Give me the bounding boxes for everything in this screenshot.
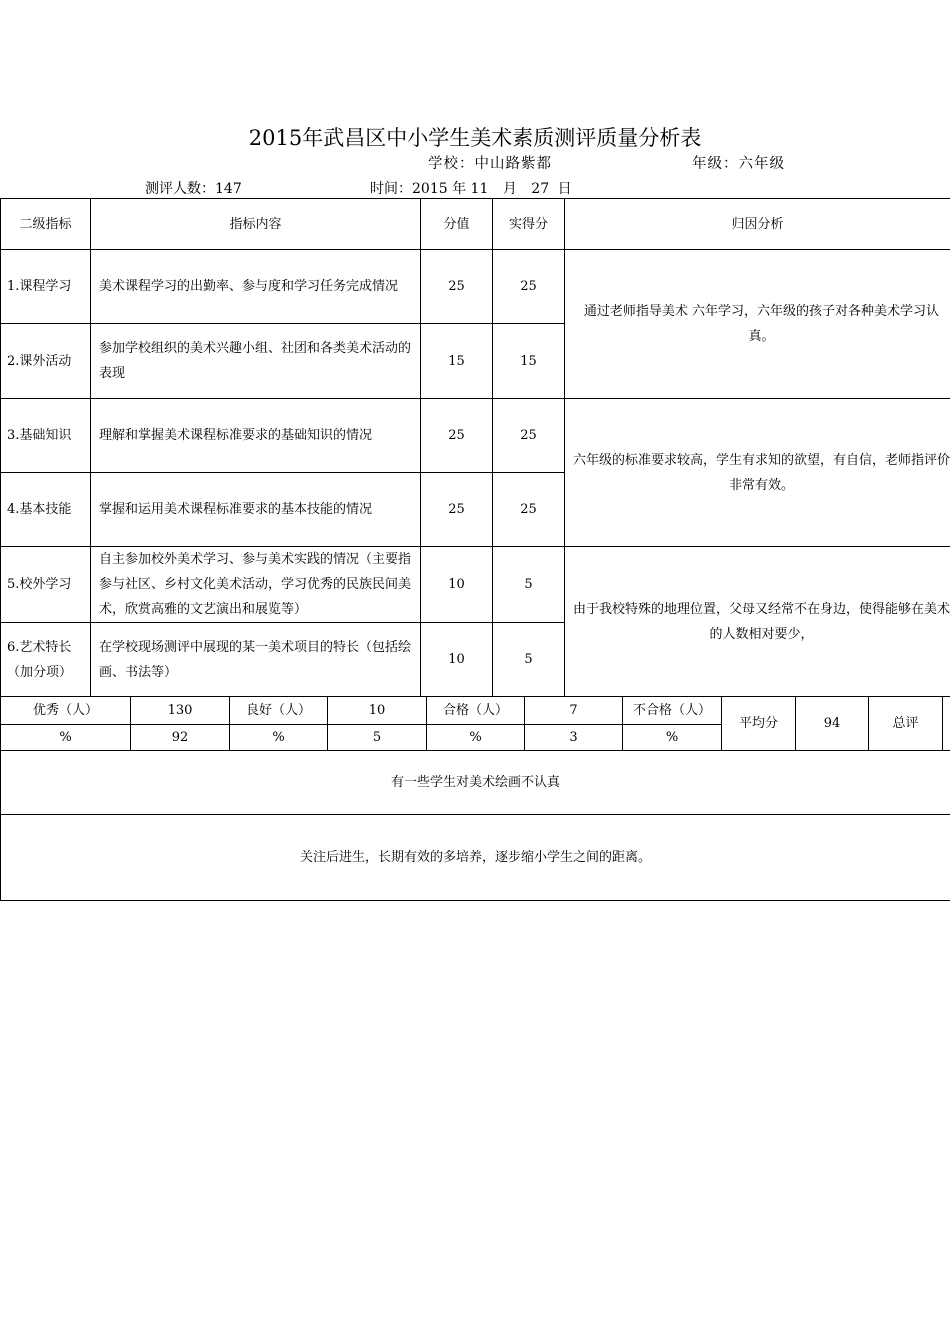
- row1-score: 25: [421, 250, 493, 324]
- row2-indicator: 2.课外活动: [0, 324, 91, 399]
- row6-indicator: 6.艺术特长（加分项）: [0, 623, 91, 697]
- time-label: 时间：: [370, 181, 412, 197]
- overall-value: [943, 697, 950, 751]
- analysis-1-text: 通过老师指导美术 六年学习，六年级的孩子对各种美术学习认真。: [583, 304, 940, 344]
- page-title: 2015年武昌区中小学生美术素质测评质量分析表: [248, 126, 702, 150]
- time-month: 11: [470, 181, 489, 197]
- excellent-count: 130: [131, 697, 230, 725]
- row5-score: 10: [421, 547, 493, 623]
- analysis-2: [565, 399, 950, 547]
- row3-indicator: 3.基础知识: [0, 399, 91, 473]
- count-field: [145, 178, 242, 198]
- fail-pct-label: %: [623, 725, 722, 751]
- good-label: 良好（人）: [230, 697, 328, 725]
- time-year: 2015 年: [412, 181, 467, 197]
- count-label: 测评人数：: [145, 181, 215, 197]
- row4-actual: 25: [493, 473, 565, 547]
- time-month-unit: 月: [502, 181, 517, 197]
- avg-value: 94: [796, 697, 869, 751]
- pass-pct-label: %: [427, 725, 525, 751]
- grade-label: 年级：: [692, 156, 739, 172]
- row6-content: 在学校现场测评中展现的某一美术项目的特长（包括绘画、书法等）: [91, 623, 421, 697]
- excellent-pct: 92: [131, 725, 230, 751]
- row1-actual: 25: [493, 250, 565, 324]
- row3-score: 25: [421, 399, 493, 473]
- good-count: 10: [328, 697, 427, 725]
- row5-actual: 5: [493, 547, 565, 623]
- time-day-unit: 日: [557, 181, 572, 197]
- row1-content: 美术课程学习的出勤率、参与度和学习任务完成情况: [91, 250, 421, 324]
- row5-indicator: 5.校外学习: [0, 547, 91, 623]
- grade-value: 六年级: [738, 156, 785, 172]
- grade-field: [692, 152, 785, 173]
- header-analysis: 归因分析: [565, 198, 950, 250]
- excellent-label: 优秀（人）: [0, 697, 131, 725]
- time-field: [370, 178, 572, 198]
- row2-content: 参加学校组织的美术兴趣小组、社团和各类美术活动的表现: [91, 324, 421, 399]
- time-day: 27: [531, 181, 550, 197]
- school-label: 学校：: [428, 156, 475, 172]
- header-actual: 实得分: [493, 198, 565, 250]
- overall-label: 总评: [869, 697, 943, 751]
- measures-cell: 关注后进生，长期有效的多培养，逐步缩小学生之间的距离。: [0, 815, 950, 901]
- row2-score: 15: [421, 324, 493, 399]
- pass-count: 7: [525, 697, 623, 725]
- row6-actual: 5: [493, 623, 565, 697]
- excellent-pct-label: %: [0, 725, 131, 751]
- row6-score: 10: [421, 623, 493, 697]
- count-value: 147: [215, 181, 242, 197]
- analysis-1: [565, 250, 950, 399]
- good-pct: 5: [328, 725, 427, 751]
- row4-indicator: 4.基本技能: [0, 473, 91, 547]
- row3-actual: 25: [493, 399, 565, 473]
- row1-indicator: 1.课程学习: [0, 250, 91, 324]
- row2-actual: 15: [493, 324, 565, 399]
- analysis-2-text: 六年级的标准要求较高，学生有求知的欲望，有自信，老师指评价非常有效。: [573, 452, 950, 493]
- row5-content: 自主参加校外美术学习、参与美术实践的情况（主要指参与社区、乡村文化美术活动，学习优秀的民族民间美术，欣赏高雅的文艺演出和展览等）: [91, 547, 421, 623]
- avg-label: 平均分: [722, 697, 796, 751]
- row3-content: 理解和掌握美术课程标准要求的基础知识的情况: [91, 399, 421, 473]
- good-pct-label: %: [230, 725, 328, 751]
- header-indicator: 二级指标: [0, 198, 91, 250]
- header-score: 分值: [421, 198, 493, 250]
- pass-label: 合格（人）: [427, 697, 525, 725]
- fail-label: 不合格（人）: [623, 697, 722, 725]
- analysis-3: [565, 547, 950, 697]
- row4-content: 掌握和运用美术课程标准要求的基本技能的情况: [91, 473, 421, 547]
- analysis-3-text: 由于我校特殊的地理位置，父母又经常不在身边，使得能够在美术的人数相对要少，: [573, 601, 950, 642]
- pass-pct: 3: [525, 725, 623, 751]
- problems-cell: 有一些学生对美术绘画不认真: [0, 751, 950, 815]
- header-content: 指标内容: [91, 198, 421, 250]
- row4-score: 25: [421, 473, 493, 547]
- school-field: [428, 152, 552, 173]
- school-value: 中山路紫都: [474, 156, 552, 172]
